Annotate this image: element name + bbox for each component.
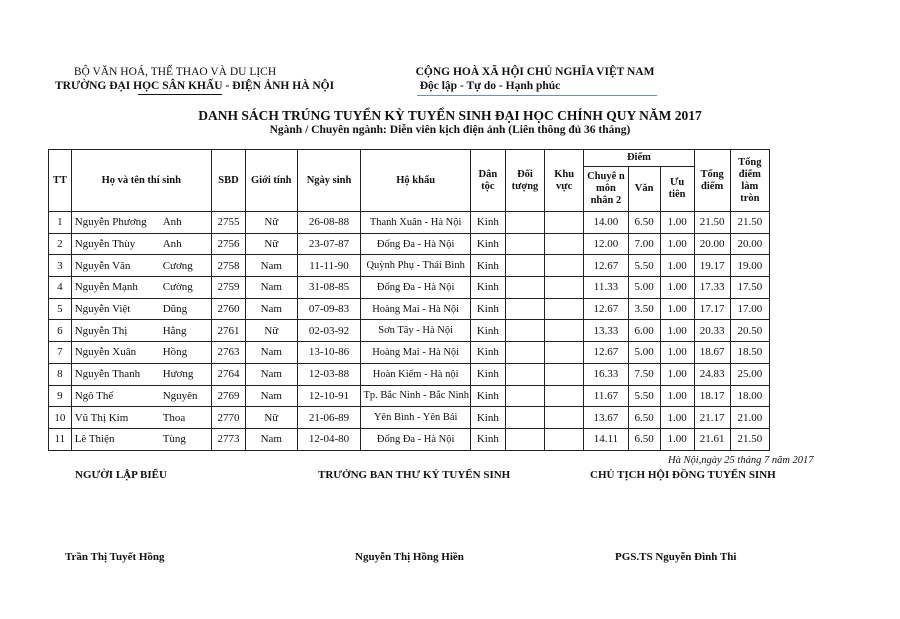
- document-title: DANH SÁCH TRÚNG TUYỂN KỲ TUYỂN SINH ĐẠI HỌC CHÍNH QUY NĂM 2017: [198, 108, 702, 123]
- candidate-name: [71, 428, 211, 450]
- row-number: 11: [49, 428, 72, 450]
- registration-number: 2769: [211, 385, 245, 407]
- household-address: Đống Đa - Hà Nội: [361, 233, 470, 255]
- candidate-last-name: Ngô Thế: [74, 389, 114, 402]
- candidate-last-name: Nguyễn Thanh: [74, 368, 141, 381]
- chair-title: CHỦ TỊCH HỘI ĐỒNG TUYỂN SINH: [590, 469, 776, 481]
- target-group: [505, 298, 544, 320]
- major-score: 13.67: [584, 407, 628, 429]
- date-of-birth: 31-08-85: [297, 277, 361, 299]
- priority-score: 1.00: [660, 277, 694, 299]
- household-address: Tp. Bắc Ninh - Bắc Ninh: [361, 385, 470, 407]
- priority-score: 1.00: [660, 298, 694, 320]
- literature-score: 6.00: [628, 320, 660, 342]
- col-gender: Giới tính: [245, 150, 297, 212]
- total-score: 17.33: [694, 277, 730, 299]
- major-score: 12.67: [584, 255, 628, 277]
- date-of-birth: 23-07-87: [297, 233, 361, 255]
- target-group: [505, 407, 544, 429]
- candidate-first-name: Hương: [162, 368, 194, 381]
- candidate-name: [71, 385, 211, 407]
- ministry-name: BỘ VĂN HOÁ, THỂ THAO VÀ DU LỊCH: [73, 66, 277, 78]
- candidate-first-name: Dũng: [162, 303, 188, 316]
- priority-score: 1.00: [660, 212, 694, 234]
- table-row: [49, 363, 770, 385]
- area-zone: [545, 255, 584, 277]
- candidate-last-name: Nguyễn Thùy: [74, 238, 136, 251]
- motto-underline: [417, 95, 657, 96]
- registration-number: 2770: [211, 407, 245, 429]
- candidate-first-name: Hằng: [162, 324, 187, 337]
- major-score: 12.67: [584, 298, 628, 320]
- target-group: [505, 255, 544, 277]
- candidate-first-name: Cương: [162, 259, 193, 272]
- school-underline: [138, 94, 222, 95]
- ethnicity: Kinh: [470, 320, 505, 342]
- ethnicity: Kinh: [470, 298, 505, 320]
- target-group: [505, 212, 544, 234]
- literature-score: 7.50: [628, 363, 660, 385]
- household-address: Thanh Xuân - Hà Nội: [361, 212, 470, 234]
- col-name: Họ và tên thí sinh: [71, 150, 211, 212]
- area-zone: [545, 298, 584, 320]
- candidate-last-name: Nguyễn Thị: [74, 324, 128, 337]
- date-of-birth: 02-03-92: [297, 320, 361, 342]
- ethnicity: Kinh: [470, 233, 505, 255]
- col-priority: Ưu tiên: [660, 167, 694, 212]
- household-address: Đống Đa - Hà Nội: [361, 277, 470, 299]
- registration-number: 2758: [211, 255, 245, 277]
- total-score: 20.00: [694, 233, 730, 255]
- major-score: 11.33: [584, 277, 628, 299]
- rounded-score: 21.50: [730, 428, 769, 450]
- household-address: Đống Đa - Hà Nội: [361, 428, 470, 450]
- motto: Độc lập - Tự do - Hạnh phúc: [419, 80, 561, 92]
- target-group: [505, 342, 544, 364]
- rounded-score: 19.00: [730, 255, 769, 277]
- literature-score: 3.50: [628, 298, 660, 320]
- major-score: 13.33: [584, 320, 628, 342]
- republic-name: CỘNG HOÀ XÃ HỘI CHỦ NGHĨA VIỆT NAM: [415, 66, 655, 78]
- area-zone: [545, 407, 584, 429]
- table-row: [49, 255, 770, 277]
- row-number: 10: [49, 407, 72, 429]
- rounded-score: 20.00: [730, 233, 769, 255]
- registration-number: 2773: [211, 428, 245, 450]
- gender: Nữ: [245, 212, 297, 234]
- gender: Nam: [245, 428, 297, 450]
- gender: Nữ: [245, 320, 297, 342]
- school-name: TRƯỜNG ĐẠI HỌC SÂN KHẤU - ĐIỆN ẢNH HÀ NỘI: [55, 80, 335, 92]
- area-zone: [545, 277, 584, 299]
- household-address: Quỳnh Phụ - Thái Bình: [361, 255, 470, 277]
- literature-score: 5.00: [628, 342, 660, 364]
- date-of-birth: 13-10-86: [297, 342, 361, 364]
- admission-table: [48, 149, 770, 451]
- date-of-birth: 12-03-88: [297, 363, 361, 385]
- area-zone: [545, 212, 584, 234]
- priority-score: 1.00: [660, 342, 694, 364]
- date-of-birth: 26-08-88: [297, 212, 361, 234]
- area-zone: [545, 320, 584, 342]
- household-address: Hoàng Mai - Hà Nội: [361, 298, 470, 320]
- col-literature: Văn: [628, 167, 660, 212]
- ethnicity: Kinh: [470, 428, 505, 450]
- row-number: 3: [49, 255, 72, 277]
- area-zone: [545, 363, 584, 385]
- candidate-name: [71, 342, 211, 364]
- major-score: 14.11: [584, 428, 628, 450]
- ethnicity: Kinh: [470, 342, 505, 364]
- gender: Nam: [245, 298, 297, 320]
- ethnicity: Kinh: [470, 385, 505, 407]
- chair-name: PGS.TS Nguyễn Đình Thi: [615, 551, 737, 563]
- target-group: [505, 385, 544, 407]
- major-score: 12.00: [584, 233, 628, 255]
- candidate-last-name: Nguyễn Việt: [74, 303, 131, 316]
- area-zone: [545, 342, 584, 364]
- area-zone: [545, 428, 584, 450]
- household-address: Sơn Tây - Hà Nội: [361, 320, 470, 342]
- total-score: 18.67: [694, 342, 730, 364]
- rounded-score: 20.50: [730, 320, 769, 342]
- candidate-first-name: Anh: [162, 238, 182, 251]
- rounded-score: 18.50: [730, 342, 769, 364]
- registration-number: 2761: [211, 320, 245, 342]
- col-total: Tổng điểm: [694, 150, 730, 212]
- ethnicity: Kinh: [470, 407, 505, 429]
- candidate-name: [71, 407, 211, 429]
- table-row: [49, 277, 770, 299]
- col-score-group: Điểm: [584, 150, 694, 167]
- literature-score: 5.50: [628, 385, 660, 407]
- gender: Nữ: [245, 233, 297, 255]
- col-address: Hộ khẩu: [361, 150, 470, 212]
- candidate-first-name: Hồng: [162, 346, 188, 359]
- candidate-last-name: Nguyễn Xuân: [74, 346, 137, 359]
- preparer-name: Trần Thị Tuyết Hồng: [65, 551, 165, 563]
- col-rounded: Tổng điểm làm tròn: [730, 150, 769, 212]
- registration-number: 2755: [211, 212, 245, 234]
- registration-number: 2763: [211, 342, 245, 364]
- candidate-last-name: Lê Thiện: [74, 433, 115, 446]
- household-address: Hoàng Mai - Hà Nội: [361, 342, 470, 364]
- candidate-name: [71, 255, 211, 277]
- total-score: 24.83: [694, 363, 730, 385]
- gender: Nam: [245, 363, 297, 385]
- total-score: 18.17: [694, 385, 730, 407]
- row-number: 4: [49, 277, 72, 299]
- candidate-first-name: Nguyên: [162, 389, 198, 402]
- total-score: 21.17: [694, 407, 730, 429]
- secretary-title: TRƯỞNG BAN THƯ KÝ TUYỂN SINH: [318, 469, 511, 481]
- table-row: [49, 342, 770, 364]
- priority-score: 1.00: [660, 233, 694, 255]
- date-of-birth: 12-04-80: [297, 428, 361, 450]
- col-tt: TT: [49, 150, 72, 212]
- col-dob: Ngày sinh: [297, 150, 361, 212]
- priority-score: 1.00: [660, 363, 694, 385]
- candidate-name: [71, 277, 211, 299]
- ethnicity: Kinh: [470, 255, 505, 277]
- candidate-last-name: Nguyễn Văn: [74, 259, 131, 272]
- total-score: 17.17: [694, 298, 730, 320]
- candidate-name: [71, 233, 211, 255]
- target-group: [505, 320, 544, 342]
- candidate-name: [71, 212, 211, 234]
- date-of-birth: 21-06-89: [297, 407, 361, 429]
- table-row: [49, 428, 770, 450]
- area-zone: [545, 233, 584, 255]
- major-score: 16.33: [584, 363, 628, 385]
- row-number: 6: [49, 320, 72, 342]
- candidate-name: [71, 363, 211, 385]
- candidate-last-name: Vũ Thị Kim: [74, 411, 129, 424]
- col-area: Khu vực: [545, 150, 584, 212]
- rounded-score: 17.00: [730, 298, 769, 320]
- literature-score: 6.50: [628, 212, 660, 234]
- priority-score: 1.00: [660, 320, 694, 342]
- row-number: 8: [49, 363, 72, 385]
- literature-score: 5.00: [628, 277, 660, 299]
- major-score: 12.67: [584, 342, 628, 364]
- table-row: [49, 407, 770, 429]
- rounded-score: 17.50: [730, 277, 769, 299]
- row-number: 5: [49, 298, 72, 320]
- literature-score: 5.50: [628, 255, 660, 277]
- priority-score: 1.00: [660, 407, 694, 429]
- registration-number: 2756: [211, 233, 245, 255]
- gender: Nam: [245, 385, 297, 407]
- date-of-birth: 12-10-91: [297, 385, 361, 407]
- household-address: Hoàn Kiếm - Hà nội: [361, 363, 470, 385]
- table-row: [49, 320, 770, 342]
- candidate-first-name: Thoa: [162, 411, 186, 424]
- row-number: 1: [49, 212, 72, 234]
- candidate-name: [71, 320, 211, 342]
- rounded-score: 25.00: [730, 363, 769, 385]
- total-score: 20.33: [694, 320, 730, 342]
- table-row: [49, 385, 770, 407]
- household-address: Yên Bình - Yên Bái: [361, 407, 470, 429]
- row-number: 2: [49, 233, 72, 255]
- col-target: Đối tượng: [505, 150, 544, 212]
- ethnicity: Kinh: [470, 212, 505, 234]
- ethnicity: Kinh: [470, 277, 505, 299]
- priority-score: 1.00: [660, 255, 694, 277]
- registration-number: 2760: [211, 298, 245, 320]
- signing-date: Hà Nội,ngày 25 tháng 7 năm 2017: [668, 455, 814, 466]
- registration-number: 2759: [211, 277, 245, 299]
- row-number: 9: [49, 385, 72, 407]
- preparer-title: NGƯỜI LẬP BIỂU: [75, 469, 167, 481]
- target-group: [505, 233, 544, 255]
- candidate-last-name: Nguyễn Mạnh: [74, 281, 138, 294]
- gender: Nam: [245, 277, 297, 299]
- col-ethnic: Dân tộc: [470, 150, 505, 212]
- ethnicity: Kinh: [470, 363, 505, 385]
- secretary-name: Nguyễn Thị Hồng Hiền: [355, 551, 464, 563]
- gender: Nữ: [245, 407, 297, 429]
- document-subtitle: Ngành / Chuyên ngành: Diễn viên kịch điện ảnh (Liên thông đủ 36 tháng): [269, 124, 631, 136]
- registration-number: 2764: [211, 363, 245, 385]
- candidate-first-name: Anh: [162, 216, 182, 229]
- target-group: [505, 428, 544, 450]
- candidate-name: [71, 298, 211, 320]
- rounded-score: 18.00: [730, 385, 769, 407]
- table-row: [49, 233, 770, 255]
- priority-score: 1.00: [660, 428, 694, 450]
- area-zone: [545, 385, 584, 407]
- candidate-first-name: Tùng: [162, 433, 186, 446]
- literature-score: 6.50: [628, 428, 660, 450]
- total-score: 21.61: [694, 428, 730, 450]
- col-sbd: SBD: [211, 150, 245, 212]
- total-score: 19.17: [694, 255, 730, 277]
- candidate-first-name: Cường: [162, 281, 193, 294]
- date-of-birth: 07-09-83: [297, 298, 361, 320]
- date-of-birth: 11-11-90: [297, 255, 361, 277]
- table-row: [49, 298, 770, 320]
- row-number: 7: [49, 342, 72, 364]
- candidate-last-name: Nguyễn Phương: [74, 216, 147, 229]
- major-score: 14.00: [584, 212, 628, 234]
- literature-score: 6.50: [628, 407, 660, 429]
- gender: Nam: [245, 342, 297, 364]
- total-score: 21.50: [694, 212, 730, 234]
- priority-score: 1.00: [660, 385, 694, 407]
- rounded-score: 21.00: [730, 407, 769, 429]
- table-row: [49, 212, 770, 234]
- major-score: 11.67: [584, 385, 628, 407]
- target-group: [505, 277, 544, 299]
- literature-score: 7.00: [628, 233, 660, 255]
- target-group: [505, 363, 544, 385]
- col-major-score: Chuyê n môn nhân 2: [584, 167, 628, 212]
- gender: Nam: [245, 255, 297, 277]
- rounded-score: 21.50: [730, 212, 769, 234]
